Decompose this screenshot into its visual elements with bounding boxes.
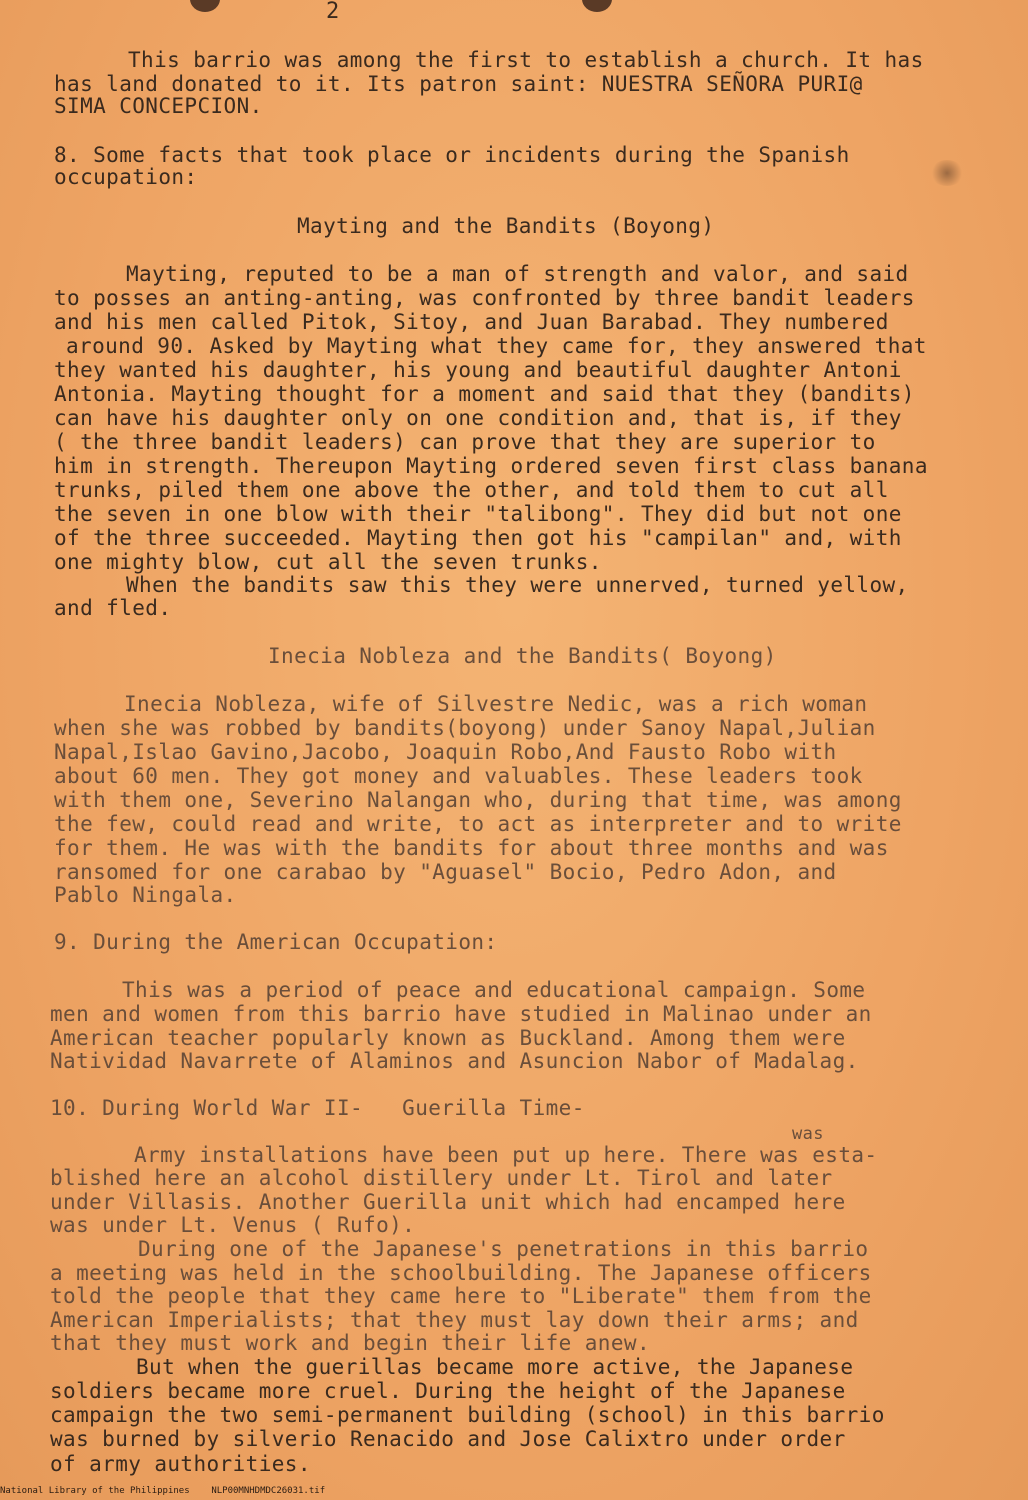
text-line: SIMA CONCEPCION. bbox=[54, 94, 263, 118]
text-line: Inecia Nobleza, wife of Silvestre Nedic, was a rich woman bbox=[124, 692, 868, 716]
text-line: American Imperialists; that they must lay down their arms; and bbox=[50, 1308, 859, 1332]
text-line: soldiers became more cruel. During the height of the Japanese bbox=[50, 1379, 846, 1403]
text-line: During one of the Japanese's penetrations in this barrio bbox=[138, 1237, 869, 1261]
text-line: has land donated to it. Its patron saint: NUESTRA SEÑORA PURI@ bbox=[54, 72, 863, 96]
text-line: Antonia. Mayting thought for a moment and said that they (bandits) bbox=[54, 382, 915, 406]
text-line: a meeting was held in the schoolbuilding. The Japanese officers bbox=[50, 1261, 872, 1285]
text-line: ( the three bandit leaders) can prove that they are superior to bbox=[54, 430, 876, 454]
text-line: of the three succeeded. Mayting then got his "campilan" and, with bbox=[54, 526, 902, 550]
binder-hole-right bbox=[582, 0, 612, 12]
text-line: blished here an alcohol distillery under Lt. Tirol and later bbox=[50, 1166, 833, 1190]
section-8-heading: 8. Some facts that took place or incidents during the Spanish bbox=[54, 143, 850, 167]
text-line: When the bandits saw this they were unnerved, turned yellow, bbox=[126, 573, 909, 597]
text-line: Natividad Navarrete of Alaminos and Asuncion Nabor of Madalag. bbox=[50, 1049, 859, 1073]
text-line: was under Lt. Venus ( Rufo). bbox=[50, 1213, 416, 1237]
text-line: was burned by silverio Renacido and Jose Calixtro under order bbox=[50, 1427, 846, 1451]
text-line: But when the guerillas became more active, the Japanese bbox=[136, 1355, 854, 1379]
text-line: one mighty blow, cut all the seven trunks. bbox=[54, 550, 602, 574]
section-9-heading: 9. During the American Occupation: bbox=[54, 930, 498, 954]
section-8-heading: occupation: bbox=[54, 165, 198, 189]
text-line: of army authorities. bbox=[50, 1452, 311, 1476]
text-line: they wanted his daughter, his young and beautiful daughter Antoni bbox=[54, 358, 902, 382]
page-number: 2 bbox=[326, 0, 340, 24]
text-line: This barrio was among the first to establish a church. It has bbox=[128, 48, 924, 72]
section-10-heading: 10. During World War II- Guerilla Time- bbox=[50, 1096, 585, 1120]
text-line: told the people that they came here to "Liberate" them from the bbox=[50, 1284, 872, 1308]
text-line: Mayting, reputed to be a man of strength and valor, and said bbox=[126, 262, 909, 286]
binder-hole-left bbox=[190, 0, 220, 12]
text-line: Army installations have been put up here. There was esta- bbox=[134, 1143, 878, 1167]
text-line: American teacher popularly known as Buckland. Among them were bbox=[50, 1026, 846, 1050]
story-1-title: Mayting and the Bandits (Boyong) bbox=[297, 214, 715, 238]
story-2-title: Inecia Nobleza and the Bandits( Boyong) bbox=[268, 644, 777, 668]
text-line: the seven in one blow with their "talibong". They did but not one bbox=[54, 502, 902, 526]
text-line: trunks, piled them one above the other, and told them to cut all bbox=[54, 478, 889, 502]
text-line: Pablo Ningala. bbox=[54, 883, 237, 907]
text-line: can have his daughter only on one condition and, that is, if they bbox=[54, 406, 902, 430]
text-line: for them. He was with the bandits for about three months and was bbox=[54, 836, 889, 860]
ink-smudge bbox=[930, 160, 964, 186]
text-line: men and women from this barrio have studied in Malinao under an bbox=[50, 1002, 872, 1026]
text-line: about 60 men. They got money and valuables. These leaders took bbox=[54, 764, 863, 788]
text-line: the few, could read and write, to act as interpreter and to write bbox=[54, 812, 902, 836]
text-line: around 90. Asked by Mayting what they came for, they answered that bbox=[66, 334, 927, 358]
text-line: and his men called Pitok, Sitoy, and Juan Barabad. They numbered bbox=[54, 310, 889, 334]
text-line: campaign the two semi-permanent building (school) in this barrio bbox=[50, 1403, 885, 1427]
text-line: and fled. bbox=[54, 596, 172, 620]
text-line: under Villasis. Another Guerilla unit which had encamped here bbox=[50, 1190, 846, 1214]
text-line: that they must work and begin their life anew. bbox=[50, 1331, 650, 1355]
archive-footer: National Library of the Philippines NLP00MNHDMDC26031.tif bbox=[0, 1486, 326, 1496]
text-line: ransomed for one carabao by "Aguasel" Bocio, Pedro Adon, and bbox=[54, 860, 837, 884]
text-line: him in strength. Thereupon Mayting ordered seven first class banana bbox=[54, 454, 928, 478]
text-line: Napal,Islao Gavino,Jacobo, Joaquin Robo,And Fausto Robo with bbox=[54, 740, 837, 764]
text-line: This was a period of peace and educational campaign. Some bbox=[122, 978, 866, 1002]
handwritten-insert: was bbox=[792, 1124, 824, 1144]
text-line: when she was robbed by bandits(boyong) under Sanoy Napal,Julian bbox=[54, 716, 876, 740]
text-line: to posses an anting-anting, was confronted by three bandit leaders bbox=[54, 286, 915, 310]
text-line: with them one, Severino Nalangan who, during that time, was among bbox=[54, 788, 902, 812]
